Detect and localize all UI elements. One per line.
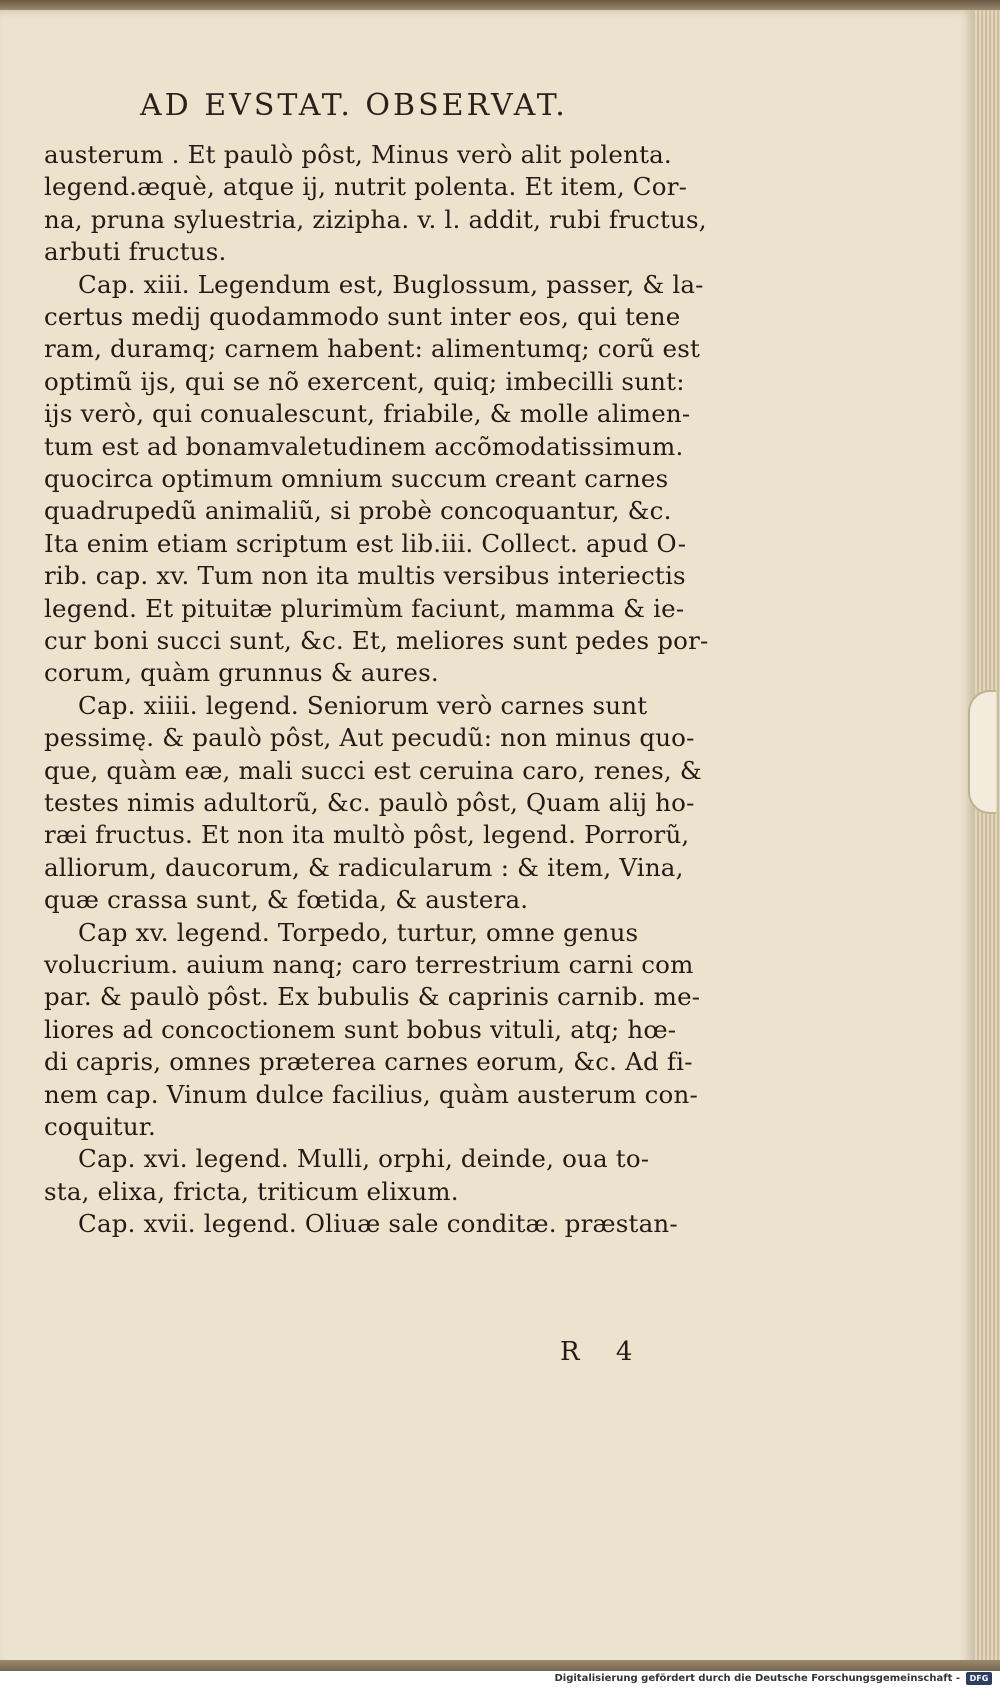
text-line: legend.æquè, atque ij, nutrit polenta. Et item, Cor- bbox=[44, 172, 688, 202]
text-line: quocirca optimum omnium succum creant carnes bbox=[44, 464, 669, 493]
text-line: arbuti fructus. bbox=[44, 237, 227, 267]
text-line: nem cap. Vinum dulce facilius, quàm austerum con- bbox=[44, 1079, 698, 1109]
text-line: Cap. xvi. legend. Mulli, orphi, deinde, oua to- bbox=[78, 1144, 650, 1174]
digitization-credit: Digitalisierung gefördert durch die Deutsche Forschungsgemeinschaft - bbox=[554, 1673, 960, 1684]
text-line: legend. Et pituitæ plurimùm faciunt, mamma & ie- bbox=[44, 593, 685, 623]
text-line: ræi fructus. Et non ita multò pôst, legend. Porrorũ, bbox=[44, 820, 690, 850]
text-line: corum, quàm grunnus & aures. bbox=[44, 658, 439, 688]
text-line: que, quàm eæ, mali succi est ceruina caro, renes, & bbox=[44, 755, 702, 785]
text-line: na, pruna syluestria, zizipha. v. l. addit, rubi fructus, bbox=[44, 204, 707, 234]
text-line: di capris, omnes præterea carnes eorum, &c. Ad fi- bbox=[44, 1047, 693, 1077]
text-line: quæ crassa sunt, & fœtida, & austera. bbox=[44, 885, 529, 915]
text-line: Cap. xiiii. legend. Seniorum verò carnes sunt bbox=[78, 690, 648, 720]
text-line: testes nimis adultorũ, &c. paulò pôst, Quam alij ho- bbox=[44, 788, 695, 817]
text-line: coquitur. bbox=[44, 1112, 157, 1141]
text-line: Cap. xvii. legend. Oliuæ sale conditæ. præstan- bbox=[78, 1209, 678, 1239]
text-line: cur boni succi sunt, &c. Et, meliores sunt pedes por- bbox=[44, 626, 709, 655]
text-line: sta, elixa, fricta, triticum elixum. bbox=[44, 1176, 459, 1206]
text-line: tum est ad bonamvaletudinem accõmodatissimum. bbox=[44, 431, 684, 461]
text-line: volucrium. auium nanq; caro terrestrium carni com bbox=[44, 950, 694, 979]
text-line: Cap. xiii. Legendum est, Buglossum, passer, & la- bbox=[78, 269, 704, 299]
text-line: optimũ ijs, qui se nõ exercent, quiq; imbecilli sunt: bbox=[44, 366, 685, 396]
signature-mark: R 4 bbox=[560, 1337, 647, 1367]
text-line: ram, duramq; carnem habent: alimentumq; corũ est bbox=[44, 334, 701, 364]
text-line: Ita enim etiam scriptum est lib.iii. Collect. apud O- bbox=[44, 528, 687, 558]
text-line: quadrupedũ animaliũ, si probè concoquantur, &c. bbox=[44, 496, 672, 526]
text-line: Cap xv. legend. Torpedo, turtur, omne genus bbox=[78, 917, 639, 947]
text-line: certus medij quodammodo sunt inter eos, qui tene bbox=[44, 302, 681, 331]
text-line: alliorum, daucorum, & radicularum : & item, Vina, bbox=[44, 852, 684, 882]
text-line: par. & paulò pôst. Ex bubulis & caprinis carnib. me- bbox=[44, 982, 701, 1012]
text-line: pessimę. & paulò pôst, Aut pecudũ: non minus quo- bbox=[44, 723, 695, 753]
running-head: AD EVSTAT. OBSERVAT. bbox=[140, 88, 568, 123]
page-edges bbox=[975, 10, 1000, 1670]
dfg-logo: DFG bbox=[966, 1672, 992, 1685]
text-line: rib. cap. xv. Tum non ita multis versibus interiectis bbox=[44, 561, 686, 591]
text-line: austerum . Et paulò pôst, Minus verò alit polenta. bbox=[44, 140, 672, 169]
page-tab-marker bbox=[968, 690, 996, 814]
text-line: ijs verò, qui conualescunt, friabile, & molle alimen- bbox=[44, 399, 691, 429]
text-line: liores ad concoctionem sunt bobus vituli, atq; hœ- bbox=[44, 1014, 677, 1044]
